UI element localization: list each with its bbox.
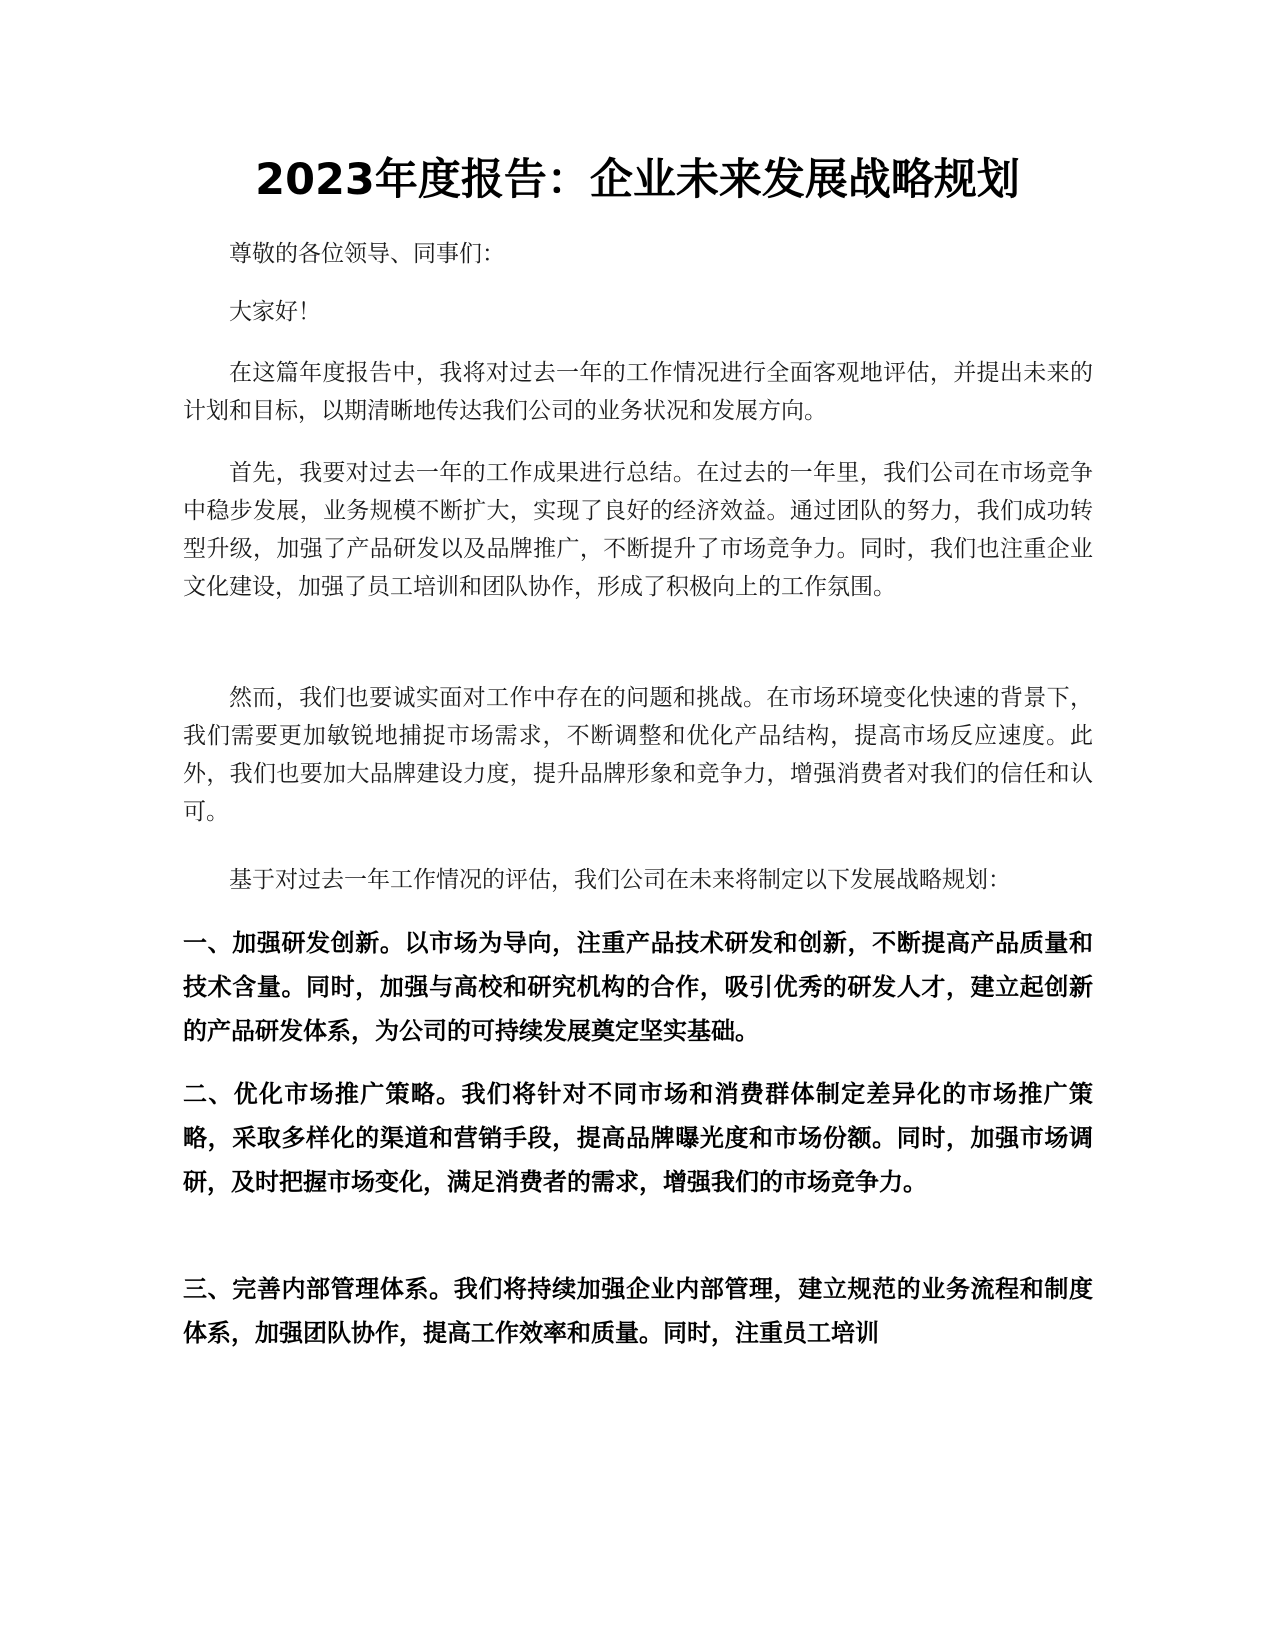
paragraph-challenges: 然而，我们也要诚实面对工作中存在的问题和挑战。在市场环境变化快速的背景下，我们需要更加敏锐地捕捉市场需求，不断调整和优化产品结构，提高市场反应速度。此外，我们也要加大品牌建设力度，提升品牌形象和竞争力，增强消费者对我们的信任和认可。	[183, 685, 1093, 825]
document-title: 2023年度报告：企业未来发展战略规划	[255, 155, 1020, 205]
strategy-item-rnd: 一、加强研发创新。以市场为导向，注重产品技术研发和创新，不断提高产品质量和技术含量。同时，加强与高校和研究机构的合作，吸引优秀的研发人才，建立起创新的产品研发体系，为公司的可持续发展奠定坚实基础。	[183, 929, 1093, 1045]
salutation: 尊敬的各位领导、同事们：	[229, 241, 505, 267]
strategy-item-management: 三、完善内部管理体系。我们将持续加强企业内部管理，建立规范的业务流程和制度体系，加强团队协作，提高工作效率和质量。同时，注重员工培训	[183, 1275, 1093, 1347]
greeting: 大家好！	[229, 299, 321, 325]
paragraph-intro: 在这篇年度报告中，我将对过去一年的工作情况进行全面客观地评估，并提出未来的计划和目标，以期清晰地传达我们公司的业务状况和发展方向。	[183, 360, 1093, 424]
strategy-item-marketing: 二、优化市场推广策略。我们将针对不同市场和消费群体制定差异化的市场推广策略，采取多样化的渠道和营销手段，提高品牌曝光度和市场份额。同时，加强市场调研，及时把握市场变化，满足消费者的需求，增强我们的市场竞争力。	[183, 1080, 1093, 1196]
paragraph-achievements: 首先，我要对过去一年的工作成果进行总结。在过去的一年里，我们公司在市场竞争中稳步发展，业务规模不断扩大，实现了良好的经济效益。通过团队的努力，我们成功转型升级，加强了产品研发以及品牌推广，不断提升了市场竞争力。同时，我们也注重企业文化建设，加强了员工培训和团队协作，形成了积极向上的工作氛围。	[183, 460, 1093, 600]
paragraph-strategy-lead: 基于对过去一年工作情况的评估，我们公司在未来将制定以下发展战略规划：	[229, 867, 1011, 893]
